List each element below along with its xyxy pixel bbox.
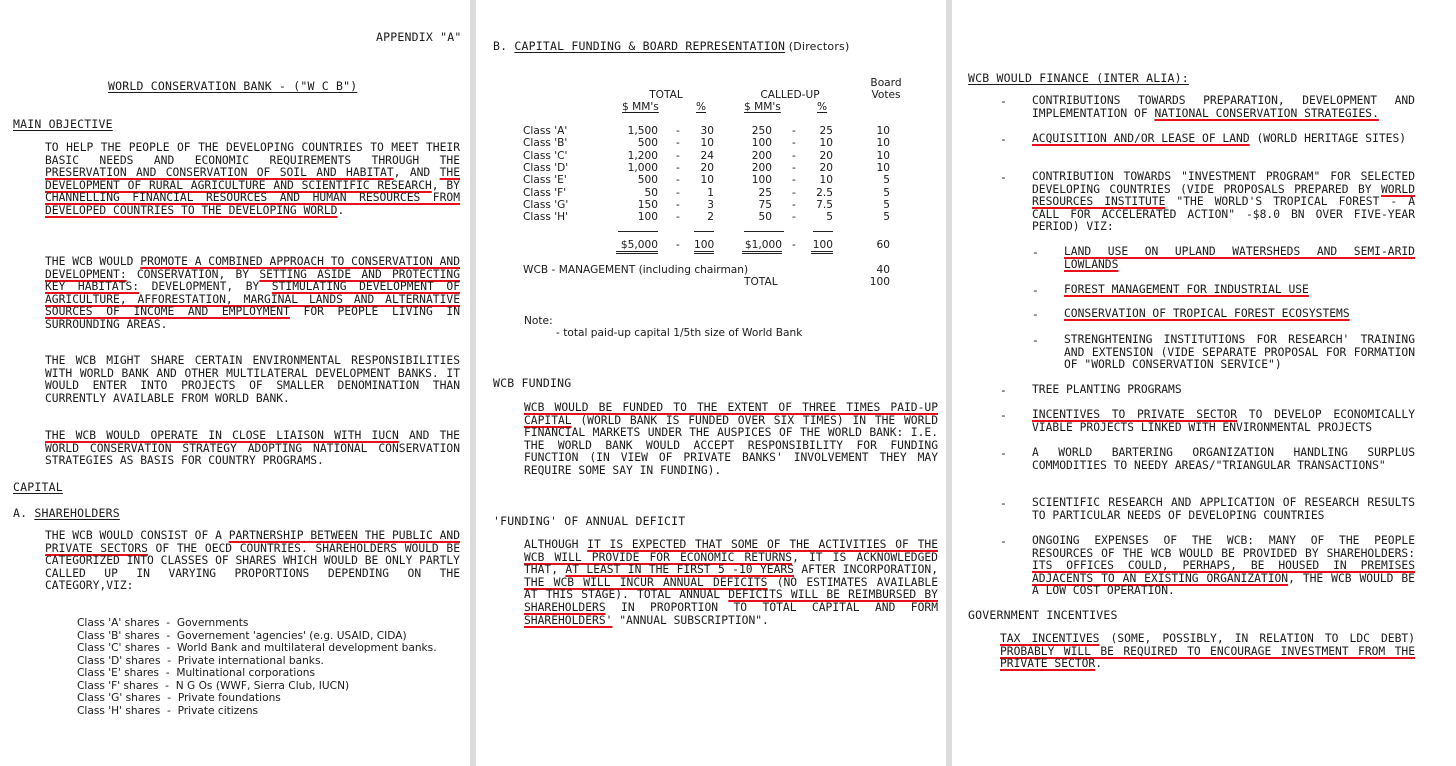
row-class-label: Class 'C' — [523, 149, 568, 162]
row-total: 50 — [644, 186, 658, 199]
bullet: - — [1032, 308, 1039, 321]
management-label: WCB - MANAGEMENT (including chairman) — [523, 264, 749, 276]
row-called: 200 — [751, 149, 772, 162]
row-total-pct: 3 — [707, 198, 714, 211]
row-class-label: Class 'H' — [523, 211, 569, 224]
row-total: 100 — [637, 211, 658, 224]
row-dash: - — [792, 161, 796, 174]
main-objective-paragraph: TO HELP THE PEOPLE OF THE DEVELOPING COUNTRIES TO MEET THEIR BASIC NEEDS AND ECONOMIC REQUIREMENTS THROUGH THE PRESERVATION AND CONSERVATION OF SOIL AND HABITAT, AND THE DEVELOPMENT OF RURAL AGRICULTURE AND SCIENTIFIC RESEARCH, BY CHANNELLING FINANCIAL RESOURCES AND HUMAN RESOURCES FROM DEVELOPED COUNTRIES TO THE DEVELOPING WORLD. — [45, 141, 460, 217]
finance-item-land: ACQUISITION AND/OR LEASE OF LAND (WORLD HERITAGE SITES) — [1032, 132, 1407, 145]
sub-item-conservation: CONSERVATION OF TROPICAL FOREST ECOSYSTEMS — [1064, 307, 1350, 320]
appendix-label: APPENDIX "A" — [376, 30, 462, 44]
bullet: - — [1032, 284, 1039, 297]
row-called: 75 — [758, 198, 772, 211]
row-total-pct: 30 — [700, 125, 714, 137]
row-dash: - — [676, 174, 680, 187]
sub-pct-header: % — [696, 101, 707, 113]
row-class-label: Class 'D' — [523, 161, 569, 174]
bullet: - — [1032, 334, 1039, 347]
bullet: - — [1000, 409, 1007, 422]
row-votes: 10 — [876, 137, 890, 150]
row-votes: 5 — [883, 174, 890, 187]
annual-deficit-heading: 'FUNDING' OF ANNUAL DEFICIT — [493, 514, 686, 528]
sub-mm-header: $ MM's — [744, 101, 781, 113]
government-incentives-heading: GOVERNMENT INCENTIVES — [968, 608, 1118, 622]
row-called: 100 — [751, 137, 772, 150]
capital-funding-heading: B. CAPITAL FUNDING & BOARD REPRESENTATION (Directors) — [493, 39, 850, 53]
list-item: Class 'G' shares - Private foundations — [77, 692, 281, 704]
bullet: - — [1000, 95, 1007, 108]
document-page-3 — [952, 0, 1456, 766]
list-item: Class 'D' shares - Private international banks. — [77, 654, 324, 667]
row-dash: - — [676, 125, 680, 137]
sub-item-land-use: LAND USE ON UPLAND WATERSHEDS AND SEMI-ARID LOWLANDS — [1064, 245, 1415, 271]
shareholders-paragraph: THE WCB WOULD CONSIST OF A PARTNERSHIP BETWEEN THE PUBLIC AND PRIVATE SECTORS OF THE OECD COUNTRIES. SHAREHOLDERS WOULD BE CATEGORIZED INTO CLASSES OF SHARES WHICH WOULD BE ONLY PARTLY CALLED UP IN VARYING PROPORTIONS DEPENDING ON THE CATEGORY,VIZ: — [45, 529, 460, 593]
finance-heading: WCB WOULD FINANCE (INTER ALIA): — [968, 71, 1189, 85]
bullet: - — [1000, 497, 1007, 510]
list-item: Class 'B' shares - Governement 'agencies' (e.g. USAID, CIDA) — [77, 629, 407, 642]
finance-item-bartering: A WORLD BARTERING ORGANIZATION HANDLING SURPLUS COMMODITIES TO NEEDY AREAS/"TRIANGULAR TRANSACTIONS" — [1032, 446, 1415, 472]
list-item: Class 'E' shares - Multinational corporations — [77, 667, 316, 679]
row-total: 1,000 — [627, 161, 658, 174]
row-dash: - — [792, 137, 796, 150]
list-item: Class 'C' shares - World Bank and multilateral development banks. — [77, 642, 437, 654]
note-label: Note: — [524, 315, 553, 327]
finance-item-investment: CONTRIBUTION TOWARDS "INVESTMENT PROGRAM" FOR SELECTED DEVELOPING COUNTRIES (VIDE PROPOSALS PREPARED BY WORLD RESOURCES INSTITUTE "THE WORLD'S TROPICAL FOREST - A CALL FOR ACCELERATED ACTION" -$8.0 BN OVER FIVE-YEAR PERIOD) VIZ: — [1032, 170, 1415, 234]
row-total: 150 — [637, 198, 658, 211]
row-called-pct: 10 — [819, 174, 833, 187]
finance-item-incentives: INCENTIVES TO PRIVATE SECTOR TO DEVELOP ECONOMICALLY VIABLE PROJECTS LINKED WITH ENVIRONMENTAL PROJECTS — [1032, 408, 1416, 434]
sum-called-pct: 100 — [811, 239, 833, 254]
grand-total-label: TOTAL — [744, 276, 778, 288]
wcb-funding-heading: WCB FUNDING — [493, 376, 572, 390]
row-dash: - — [792, 198, 796, 211]
capital-table — [476, 0, 946, 300]
note-text: - total paid-up capital 1/5th size of World Bank — [556, 327, 803, 339]
row-dash: - — [792, 186, 796, 199]
list-item: Class 'F' shares - N G Os (WWF, Sierra Club, IUCN) — [77, 679, 350, 692]
col-votes-header: Votes — [871, 89, 901, 101]
list-item: Class 'A' shares - Governments — [77, 617, 249, 629]
row-total-pct: 2 — [707, 211, 714, 224]
finance-item-expenses: ONGOING EXPENSES OF THE WCB: MANY OF THE PEOPLE RESOURCES OF THE WCB WOULD BE PROVIDED BY SHAREHOLDERS: ITS OFFICES COULD, PERHAPS, BE HOUSED IN PREMISES ADJACENTS TO AN EXISTING ORGANIZATION, THE WCB WOULD BE A LOW COST OPERATION. — [1032, 534, 1415, 598]
government-incentives-paragraph: TAX INCENTIVES (SOME, POSSIBLY, IN RELATION TO LDC DEBT) PROBABLY WILL BE REQUIRED TO ENCOURAGE INVESTMENT FROM THE PRIVATE SECTOR. — [1000, 632, 1415, 671]
finance-item-strategies: CONTRIBUTIONS TOWARDS PREPARATION, DEVELOPMENT AND IMPLEMENTATION OF NATIONAL CONSERVATION STRATEGIES. — [1032, 94, 1415, 120]
approach-paragraph: THE WCB WOULD PROMOTE A COMBINED APPROACH TO CONSERVATION AND DEVELOPMENT: CONSERVATION, BY SETTING ASIDE AND PROTECTING KEY HABITATS: DEVELOPMENT, BY STIMULATING DEVELOPMENT OF AGRICULTURE, AFFORESTATION, MARGINAL LANDS AND ALTERNATIVE SOURCES OF INCOME AND EMPLOYMENT FOR PEOPLE LIVING IN SURROUNDING AREAS. — [45, 255, 461, 331]
row-total-pct: 10 — [700, 174, 714, 187]
row-dash: - — [676, 137, 680, 150]
sum-rule — [618, 231, 658, 232]
sub-item-forest-management: FOREST MANAGEMENT FOR INDUSTRIAL USE — [1064, 283, 1309, 296]
row-called: 250 — [751, 125, 772, 137]
sum-called: $1,000 — [742, 239, 782, 254]
col-board-header: Board — [870, 77, 902, 89]
row-called: 50 — [758, 211, 772, 224]
sum-rule — [813, 231, 833, 232]
row-class-label: Class 'G' — [523, 198, 569, 211]
row-total-pct: 24 — [700, 149, 714, 162]
row-votes: 5 — [883, 198, 890, 211]
bullet: - — [1000, 133, 1007, 146]
finance-item-research: SCIENTIFIC RESEARCH AND APPLICATION OF RESEARCH RESULTS TO PARTICULAR NEEDS OF DEVELOPING COUNTRIES — [1032, 496, 1415, 522]
row-votes: 10 — [876, 125, 890, 137]
sum-dash: - — [676, 239, 680, 251]
main-objective-heading: MAIN OBJECTIVE — [13, 117, 113, 131]
sum-total-pct: 100 — [694, 239, 714, 254]
row-called-pct: 20 — [819, 161, 833, 174]
row-called: 100 — [751, 174, 772, 187]
row-total: 1,500 — [627, 125, 658, 137]
row-total-pct: 10 — [700, 137, 714, 150]
sum-rule — [694, 231, 714, 232]
document-page-2 — [476, 0, 946, 766]
col-called-header: CALLED-UP — [760, 89, 820, 101]
document-page-1 — [0, 0, 470, 766]
bullet: - — [1032, 246, 1039, 259]
shareholders-heading: A. SHAREHOLDERS — [13, 506, 120, 520]
row-called-pct: 7.5 — [816, 198, 833, 211]
row-total-pct: 20 — [700, 161, 714, 174]
row-dash: - — [676, 198, 680, 211]
bullet: - — [1000, 535, 1007, 548]
row-called-pct: 2.5 — [816, 186, 833, 199]
responsibilities-paragraph: THE WCB MIGHT SHARE CERTAIN ENVIRONMENTAL RESPONSIBILITIES WITH WORLD BANK AND OTHER MULTILATERAL DEVELOPMENT BANKS. IT WOULD ENTER INTO PROJECTS OF SMALLER DENOMINATION THAN CURRENTLY AVAILABLE FROM WORLD BANK. — [45, 354, 460, 405]
row-total: 500 — [637, 174, 658, 187]
bullet: - — [1000, 384, 1007, 397]
liaison-paragraph: THE WCB WOULD OPERATE IN CLOSE LIAISON WITH IUCN AND THE WORLD CONSERVATION STRATEGY ADOPTING NATIONAL CONSERVATION STRATEGIES AS BASIS FOR COUNTRY PROGRAMS. — [45, 429, 460, 468]
row-dash: - — [676, 149, 680, 162]
row-dash: - — [792, 149, 796, 162]
row-votes: 10 — [876, 149, 890, 162]
sum-total: $5,000 — [616, 239, 658, 254]
row-dash: - — [792, 125, 796, 137]
management-votes: 40 — [876, 264, 890, 276]
col-total-header: TOTAL — [649, 89, 683, 101]
row-called: 25 — [758, 186, 772, 199]
list-item: Class 'H' shares - Private citizens — [77, 704, 259, 717]
document-title: WORLD CONSERVATION BANK - ("W C B") — [108, 79, 358, 93]
row-total: 500 — [637, 137, 658, 150]
sub-item-institutions: STRENGHTENING INSTITUTIONS FOR RESEARCH' TRAINING AND EXTENSION (VIDE SEPARATE PROPOSAL FOR FORMATION OF "WORLD CONSERVATION SERVICE") — [1064, 333, 1415, 372]
row-total: 1,200 — [627, 149, 658, 162]
row-called: 200 — [751, 161, 772, 174]
row-dash: - — [792, 211, 796, 224]
sum-dash: - — [792, 239, 796, 251]
row-class-label: Class 'A' — [523, 125, 568, 137]
row-dash: - — [676, 211, 680, 224]
row-votes: 10 — [876, 161, 890, 174]
sub-mm-header: $ MM's — [622, 101, 659, 113]
row-class-label: Class 'F' — [523, 186, 567, 199]
row-class-label: Class 'B' — [523, 137, 568, 150]
row-dash: - — [676, 161, 680, 174]
finance-item-tree-planting: TREE PLANTING PROGRAMS — [1032, 383, 1182, 396]
sum-votes: 60 — [876, 239, 890, 251]
row-called-pct: 5 — [826, 211, 833, 224]
row-votes: 5 — [883, 211, 890, 224]
row-total-pct: 1 — [707, 186, 714, 199]
funding-paragraph: WCB WOULD BE FUNDED TO THE EXTENT OF THREE TIMES PAID-UP CAPITAL (WORLD BANK IS FUNDED OVER SIX TIMES) IN THE WORLD FINANCIAL MARKETS UNDER THE AUSPICES OF THE WORLD BANK: I.E. THE WORLD BANK WOULD ACCEPT RESPONSIBILITY FOR FUNDING FUNCTION (IN VIEW OF PRIVATE BANKS' INVOLVEMENT THEY MAY REQUIRE SOME SAY IN FUNDING). — [524, 401, 938, 477]
row-called-pct: 25 — [819, 125, 833, 137]
deficit-paragraph: ALTHOUGH IT IS EXPECTED THAT SOME OF THE ACTIVITIES OF THE WCB WILL PROVIDE FOR ECONOMIC RETURNS, IT IS ACKNOWLEDGED THAT, AT LEAST IN THE FIRST 5 -10 YEARS AFTER INCORPORATION, THE WCB WILL INCUR ANNUAL DEFICITS (NO ESTIMATES AVAILABLE AT THIS STAGE). TOTAL ANNUAL DEFICITS WILL BE REIMBURSED BY SHAREHOLDERS IN PROPORTION TO TOTAL CAPITAL AND FORM SHAREHOLDERS' "ANNUAL SUBSCRIPTION". — [524, 538, 939, 627]
row-dash: - — [676, 186, 680, 199]
grand-total-votes: 100 — [869, 276, 890, 288]
row-class-label: Class 'E' — [523, 174, 567, 187]
sum-rule — [744, 231, 784, 232]
bullet: - — [1000, 447, 1007, 460]
row-called-pct: 10 — [819, 137, 833, 150]
bullet: - — [1000, 171, 1007, 184]
row-called-pct: 20 — [819, 149, 833, 162]
row-dash: - — [792, 174, 796, 187]
row-votes: 5 — [883, 186, 890, 199]
capital-heading: CAPITAL — [13, 480, 63, 494]
sub-pct-header: % — [817, 101, 828, 113]
